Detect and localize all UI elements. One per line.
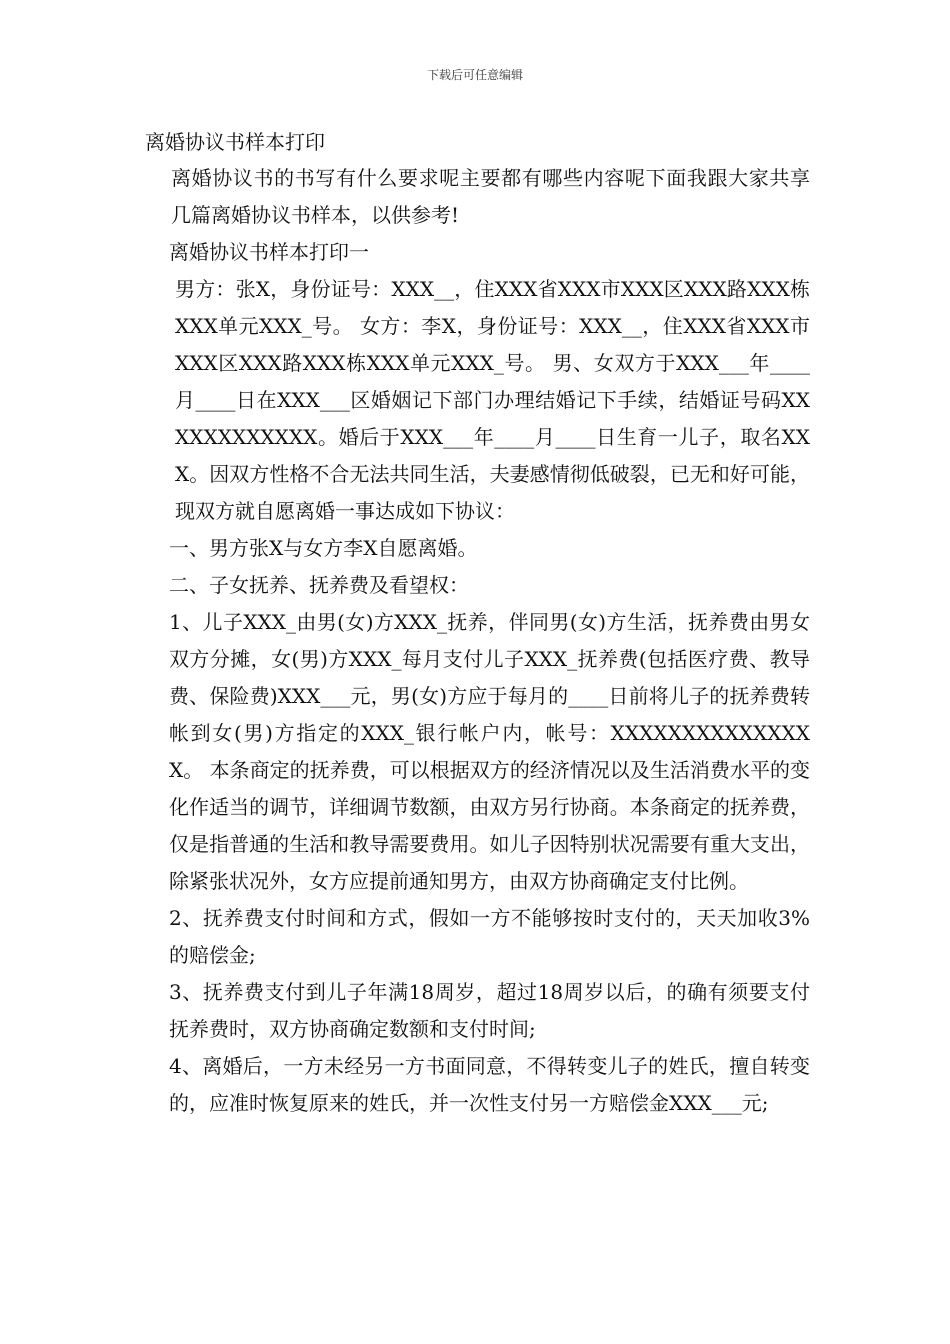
document-title: 离婚协议书样本打印: [145, 130, 325, 154]
clause-2-item-3: 3、抚养费支付到儿子年满18周岁，超过18周岁以后，的确有须要支付抚养费时，双方协商确定数额和支付时间;: [169, 980, 810, 1041]
clause-2-item-1: 1、儿子XXX_由男(女)方XXX_抚养，伴同男(女)方生活，抚养费由男女双方分摊，女(男)方XXX_每月支付儿子XXX_抚养费(包括医疗费、教导费、保险费)XXX___元，男(女)方应于每月的____日前将儿子的抚养费转帐到女(男)方指定的XXX_银行帐户内，帐号：XXXXXXXXXXXXXXX。 本条商定的抚养费，可以根据双方的经济情况以及生活消费水平的变化作适当的调节，详细调节数额，由双方另行协商。本条商定的抚养费，仅是指普通的生活和教导需要费用。如儿子因特别状况需要有重大支出，除紧张状况外，女方应提前通知男方，由双方协商确定支付比例。: [169, 610, 810, 893]
parties-paragraph: 男方：张X，身份证号：XXX__，住XXX省XXX市XXX区XXX路XXX栋XXX单元XXX_号。 女方：李X，身份证号：XXX__，住XXX省XXX市XXX区XXX路XXX栋XXX单元XXX_号。 男、女双方于XXX___年____月____日在XXX___区婚姻记下部门办理结婚记下手续，结婚证号码XXXXXXXXXXXX。婚后于XXX___年____月____日生育一儿子，取名XXX。因双方性格不合无法共同生活，夫妻感情彻低破裂，已无和好可能，现双方就自愿离婚一事达成如下协议：: [175, 277, 810, 523]
clause-2-item-2: 2、抚养费支付时间和方式，假如一方不能够按时支付的，天天加收3%的赔偿金;: [169, 906, 810, 967]
page-header-note: 下载后可任意编辑: [426, 68, 523, 82]
intro-paragraph: 离婚协议书的书写有什么要求呢主要都有哪些内容呢下面我跟大家共享几篇离婚协议书样本，以供参考!: [171, 166, 810, 227]
clause-1: 一、男方张X与女方李X自愿离婚。: [169, 536, 478, 560]
clause-2-item-4: 4、离婚后，一方未经另一方书面同意，不得转变儿子的姓氏，擅自转变的，应准时恢复原来的姓氏，并一次性支付另一方赔偿金XXX___元;: [169, 1054, 810, 1115]
document-body: [145, 124, 810, 1122]
clause-2-heading: 二、子女抚养、抚养费及看望权：: [169, 573, 469, 597]
section-heading: 离婚协议书样本打印一: [169, 240, 369, 264]
